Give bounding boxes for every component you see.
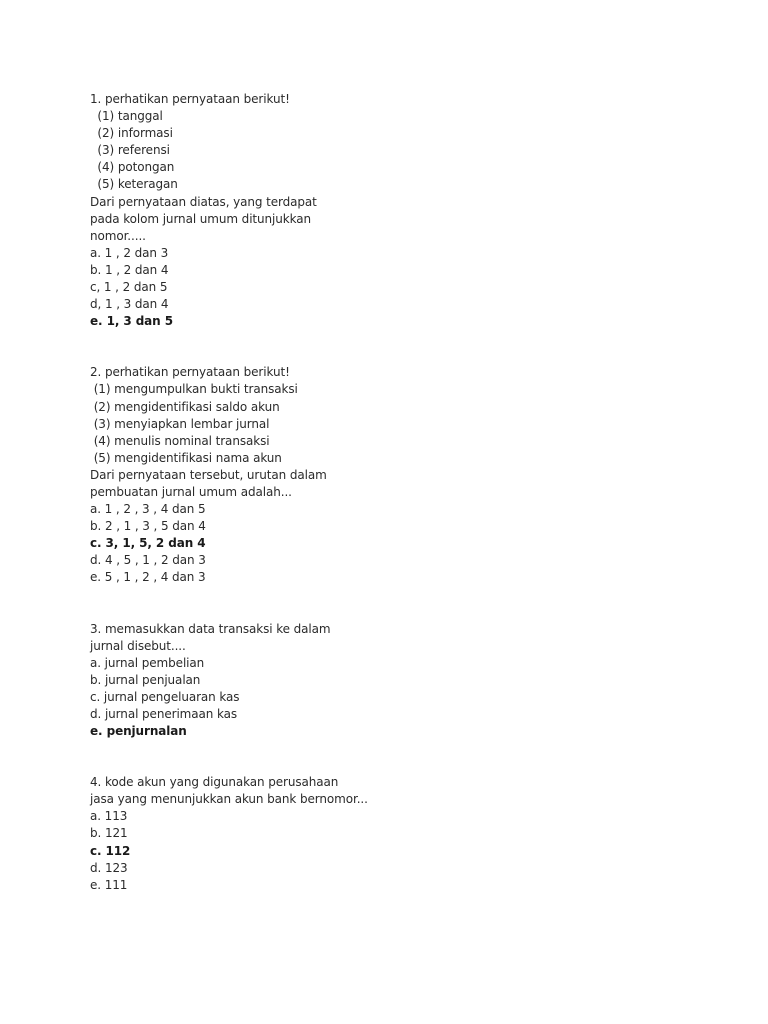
question-2 xyxy=(90,364,490,586)
statement-item: (5) mengidentifikasi nama akun xyxy=(90,450,282,465)
answer-option-c: c, 1 , 2 dan 5 xyxy=(90,280,168,295)
answer-option-e-correct: e. penjurnalan xyxy=(90,724,187,739)
answer-option-a: a. jurnal pembelian xyxy=(90,655,205,670)
question-prompt-line: jasa yang menunjukkan akun bank bernomor... xyxy=(90,792,368,807)
question-prompt-line: nomor..... xyxy=(90,228,146,243)
question-prompt-line: 4. kode akun yang digunakan perusahaan xyxy=(90,775,339,790)
answer-option-a: a. 113 xyxy=(90,809,128,824)
answer-option-d: d, 1 , 3 dan 4 xyxy=(90,297,169,312)
answer-option-d: d. 4 , 5 , 1 , 2 dan 3 xyxy=(90,553,206,568)
statement-item: (3) menyiapkan lembar jurnal xyxy=(90,416,270,431)
statement-item: (2) informasi xyxy=(90,126,173,141)
question-prompt-line: 3. memasukkan data transaksi ke dalam xyxy=(90,621,331,636)
question-prompt-line: pembuatan jurnal umum adalah... xyxy=(90,484,292,499)
question-prompt-line: pada kolom jurnal umum ditunjukkan xyxy=(90,211,312,226)
answer-option-c-correct: c. 112 xyxy=(90,843,131,858)
answer-option-e: e. 5 , 1 , 2 , 4 dan 3 xyxy=(90,570,206,585)
question-prompt-line: 2. perhatikan pernyataan berikut! xyxy=(90,365,290,380)
answer-option-c-correct: c. 3, 1, 5, 2 dan 4 xyxy=(90,536,206,551)
statement-item: (1) mengumpulkan bukti transaksi xyxy=(90,382,298,397)
document-body xyxy=(90,91,490,894)
question-4 xyxy=(90,774,490,894)
question-prompt-line: Dari pernyataan diatas, yang terdapat xyxy=(90,194,317,209)
statement-item: (5) keteragan xyxy=(90,177,178,192)
statement-item: (2) mengidentifikasi saldo akun xyxy=(90,399,280,414)
statement-item: (1) tanggal xyxy=(90,109,163,124)
answer-option-a: a. 1 , 2 , 3 , 4 dan 5 xyxy=(90,502,206,517)
answer-option-d: d. jurnal penerimaan kas xyxy=(90,707,238,721)
answer-option-a: a. 1 , 2 dan 3 xyxy=(90,245,169,260)
question-3 xyxy=(90,621,490,741)
question-prompt-line: 1. perhatikan pernyataan berikut! xyxy=(90,92,290,106)
answer-option-e: e. 111 xyxy=(90,877,128,892)
answer-option-d: d. 123 xyxy=(90,860,128,875)
answer-option-b: b. 121 xyxy=(90,826,128,841)
question-prompt-line: jurnal disebut.... xyxy=(90,638,186,653)
statement-item: (4) potongan xyxy=(90,160,175,175)
statement-item: (3) referensi xyxy=(90,143,170,158)
answer-option-c: c. jurnal pengeluaran kas xyxy=(90,689,240,704)
question-1 xyxy=(90,91,490,330)
answer-option-b: b. jurnal penjualan xyxy=(90,672,201,687)
answer-option-b: b. 2 , 1 , 3 , 5 dan 4 xyxy=(90,519,206,534)
answer-option-b: b. 1 , 2 dan 4 xyxy=(90,262,169,277)
question-prompt-line: Dari pernyataan tersebut, urutan dalam xyxy=(90,467,327,482)
answer-option-e-correct: e. 1, 3 dan 5 xyxy=(90,314,173,329)
statement-item: (4) menulis nominal transaksi xyxy=(90,433,270,448)
